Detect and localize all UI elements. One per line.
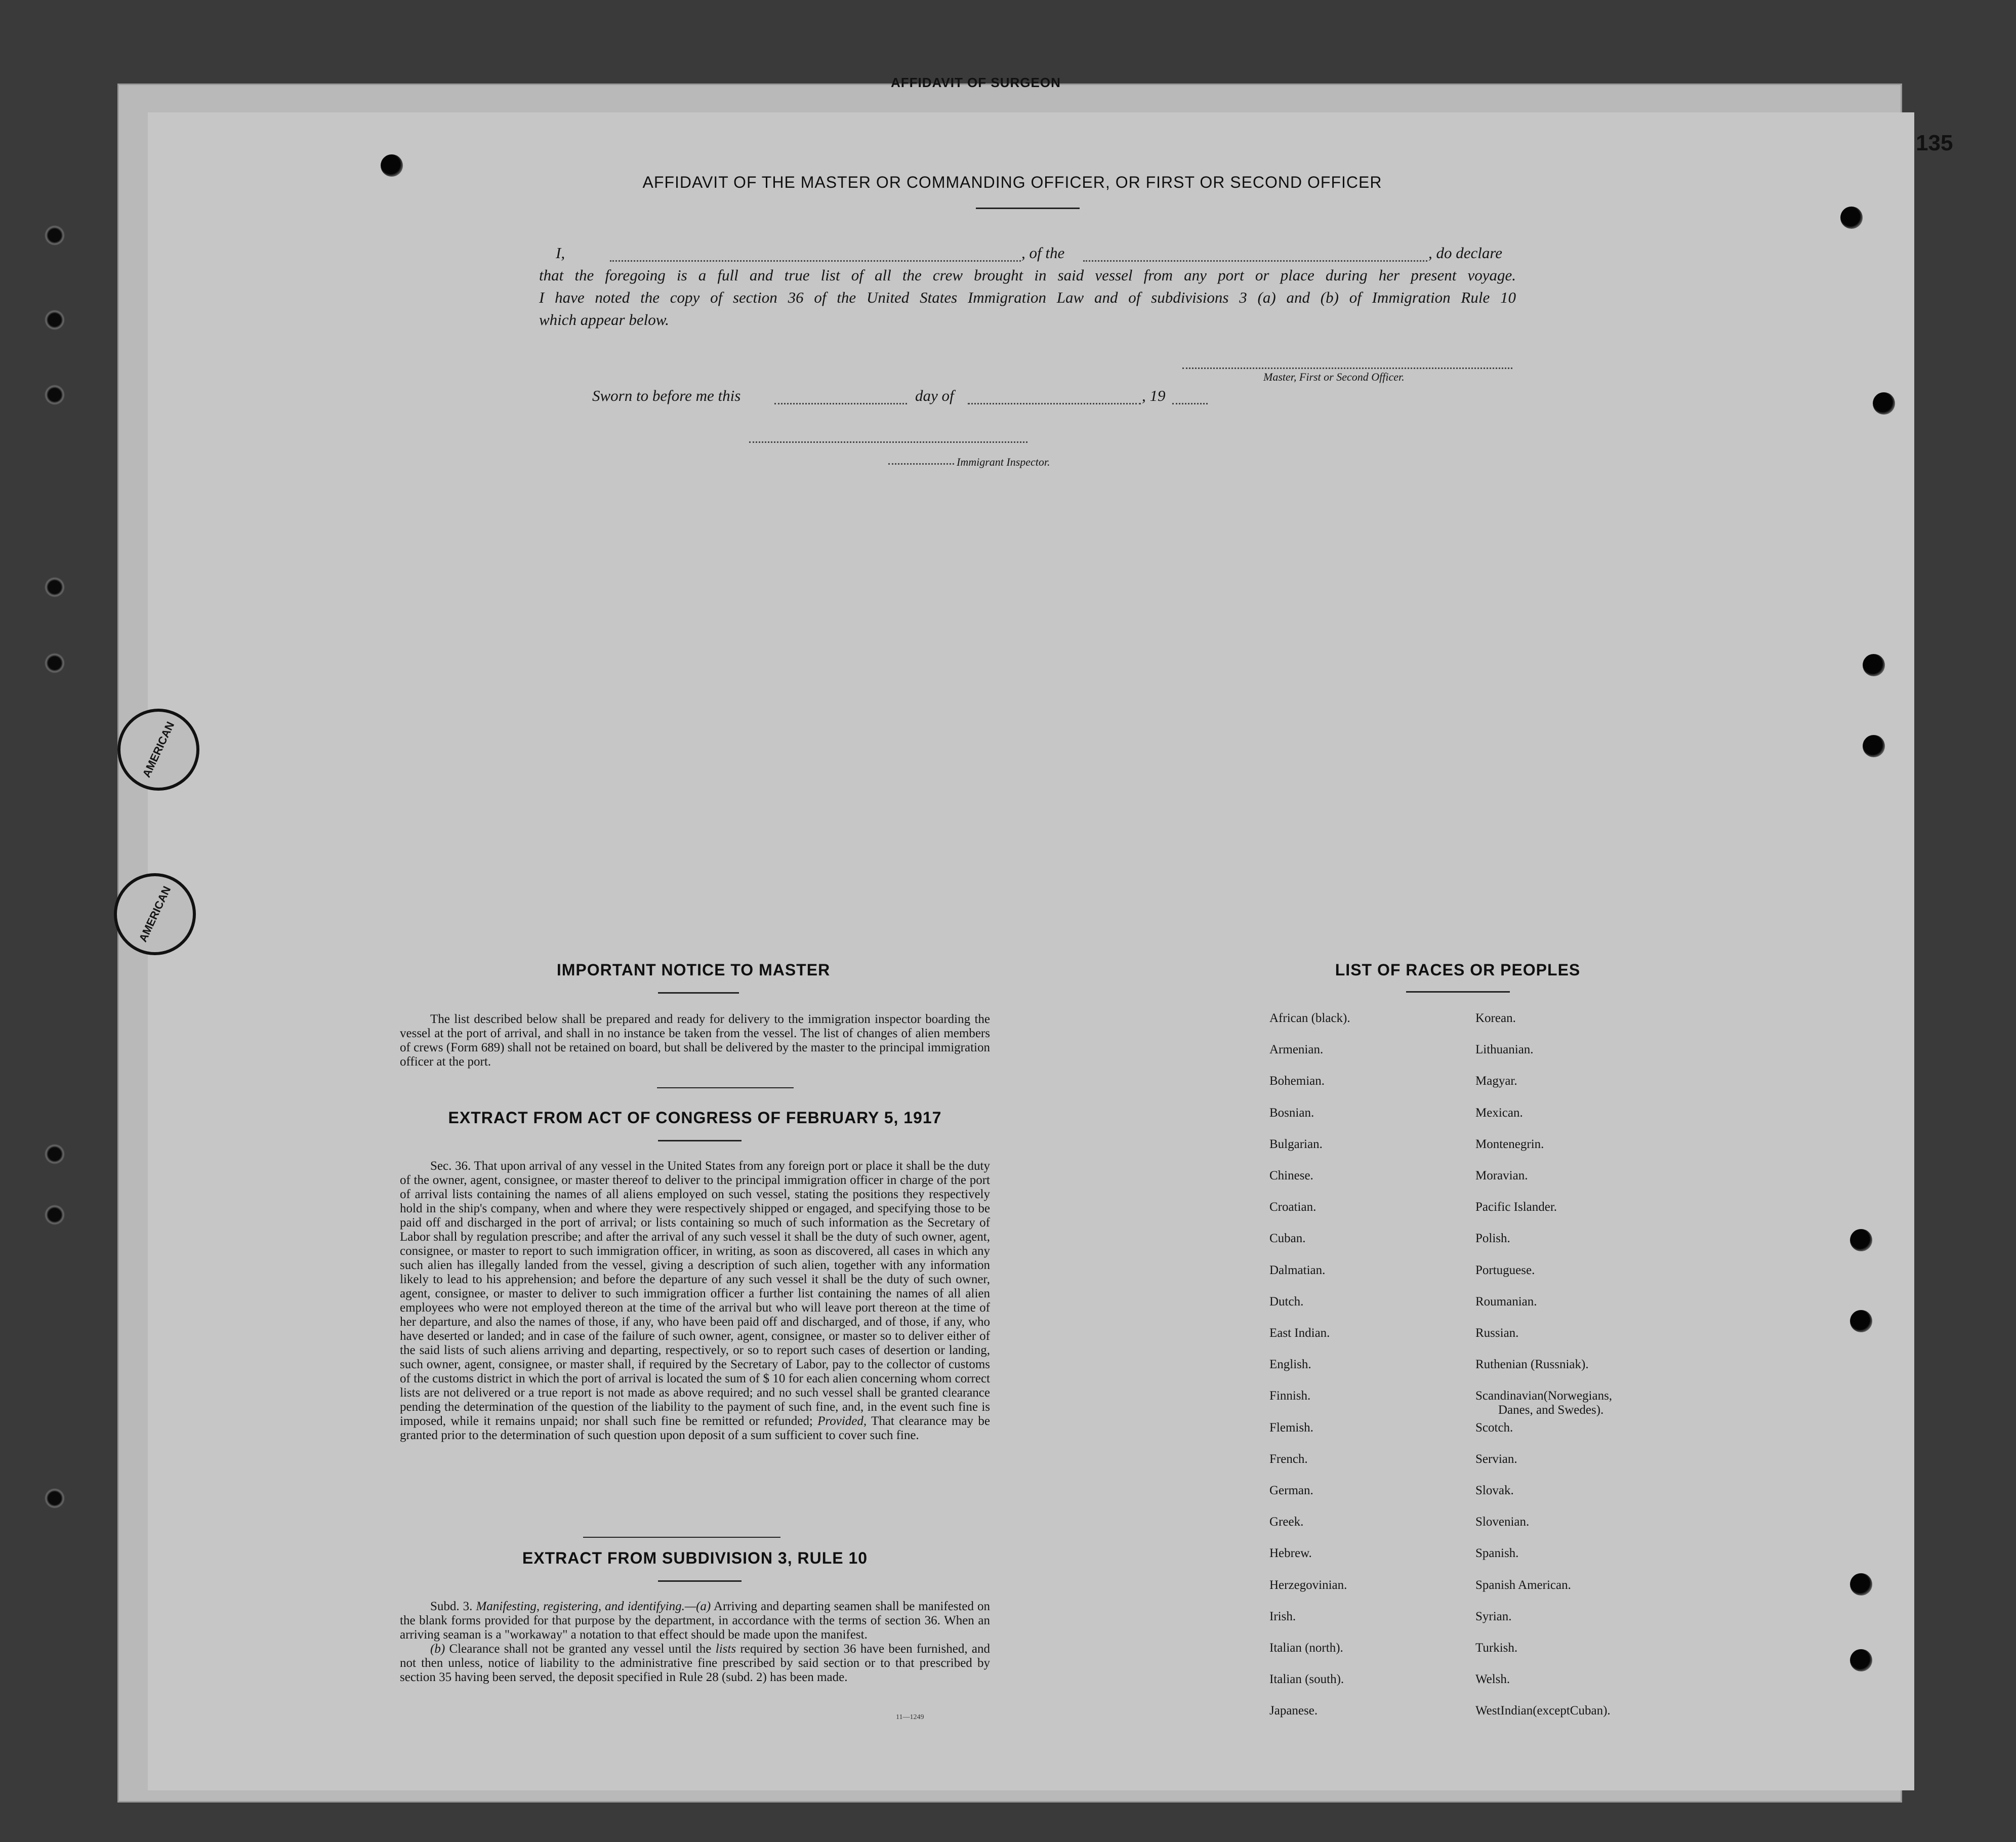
punch-hole — [1863, 654, 1885, 676]
race-item: Montenegrin. — [1475, 1137, 1544, 1151]
section-label: Sec. 36. — [430, 1159, 471, 1173]
notice-text: The list described below shall be prepared and ready for delivery to the immigration inspector boarding the vessel at the port of arrival, and shall in no instance be taken from the vessel. The list of changes of alien members of crews (Form 689) shall not be retained on board, but shall be delivered by the master to the principal immigration officer at the port. — [400, 1012, 990, 1069]
signature-blank — [1182, 367, 1512, 369]
race-item: Hebrew. — [1269, 1546, 1312, 1560]
race-item: French. — [1269, 1452, 1308, 1466]
race-item: Magyar. — [1475, 1074, 1517, 1088]
race-item: WestIndian(exceptCuban). — [1475, 1704, 1611, 1717]
vessel-name-blank — [1083, 260, 1427, 262]
signature-label: Master, First or Second Officer. — [1263, 371, 1405, 383]
declarant-name-blank — [610, 260, 1021, 262]
race-item: African (black). — [1269, 1011, 1350, 1025]
affidavit-line-4: which appear below. — [539, 311, 669, 329]
port-stamp: AMERICAN — [114, 873, 196, 955]
race-item: Slovenian. — [1475, 1515, 1530, 1529]
punch-hole — [1840, 207, 1863, 229]
notice-divider — [657, 1087, 794, 1088]
race-item: Finnish. — [1269, 1389, 1311, 1403]
race-item: Herzegovinian. — [1269, 1578, 1347, 1592]
race-item: Bosnian. — [1269, 1106, 1314, 1120]
rule-rule — [658, 1580, 742, 1582]
race-item: Roumanian. — [1475, 1295, 1537, 1308]
race-item: Russian. — [1475, 1326, 1519, 1340]
act-divider — [583, 1537, 780, 1538]
race-item: Croatian. — [1269, 1200, 1316, 1214]
race-item: Spanish. — [1475, 1546, 1519, 1560]
races-title: LIST OF RACES OR PEOPLES — [1335, 961, 1581, 979]
inspector-signature-blank — [749, 441, 1027, 443]
race-item: Armenian. — [1269, 1043, 1324, 1056]
race-item: Lithuanian. — [1475, 1043, 1534, 1056]
binder-ring — [45, 310, 65, 330]
sworn-day-label: day of — [915, 387, 954, 404]
back-sheet-label: AFFIDAVIT OF SURGEON — [891, 75, 1061, 90]
declare-suffix: , do declare — [1428, 244, 1503, 262]
race-item: Servian. — [1475, 1452, 1517, 1466]
binder-ring — [45, 577, 65, 597]
race-item: Moravian. — [1475, 1169, 1528, 1182]
race-item: Dalmatian. — [1269, 1263, 1326, 1277]
punch-hole — [1850, 1310, 1872, 1332]
act-extract-text: Sec. 36. That upon arrival of any vessel in the United States from any foreign port or place it shall be the duty of the owner, agent, consignee, or master thereof to deliver to the principal immigration officer in charge of the port of arrival lists containing the names of all aliens employed on such vessel, stating the positions they respectively hold in the ship's company, when and where they were respectively shipped or engaged, and specifying those to be paid off and discharged in the port of arrival; or lists containing so much of such information as the Secretary of Labor shall by regulation prescribe; and after the arrival of any such vessel it shall be the duty of such owner, agent, consignee, or master to report to such immigration officer, in writing, as soon as discovered, all cases in which any such alien has illegally landed from the vessel, giving a description of such alien, together with any information likely to lead to his apprehension; and before the departure of any such vessel it shall be the duty of such owner, agent, consignee, or master to deliver to such immigration officer a further list containing the names of all alien employees who were not employed thereon at the time of the arrival but who will leave port thereon at the time of her departure, and also the names of those, if any, who have been paid off and discharged, and of those, if any, who have deserted or landed; and in case of the failure of such owner, agent, consignee, or master so to deliver either of the said lists of such aliens arriving and departing, respectively, or so to report such cases of desertion or landing, such owner, agent, consignee, or master shall, if required by the Secretary of Labor, pay to the collector of customs of the customs district in which the port of arrival is located the sum of $ 10 for each alien concerning whom correct lists are not delivered or a true report is not made as above required; and no such vessel shall be granted clearance pending the determination of the question of the liability to the payment of such fine, and, in the event such fine is imposed, while it remains unpaid; nor shall such fine be remitted or refunded; Provided, That clearance may be granted prior to the determination of such question upon deposit of a sum sufficient to cover such fine. — [400, 1159, 990, 1442]
page-number: 135 — [1916, 131, 1953, 155]
race-item: Turkish. — [1475, 1641, 1518, 1655]
sworn-year-blank — [1172, 403, 1208, 404]
race-item: Mexican. — [1475, 1106, 1523, 1120]
race-item: Bohemian. — [1269, 1074, 1325, 1088]
race-item: Italian (north). — [1269, 1641, 1343, 1655]
vessel-prefix: , of the — [1021, 244, 1065, 262]
title-rule — [976, 208, 1080, 209]
punch-hole — [1873, 392, 1895, 415]
race-item: German. — [1269, 1484, 1313, 1497]
race-item: Greek. — [1269, 1515, 1304, 1529]
race-item: Scandinavian(Norwegians, — [1475, 1389, 1613, 1403]
rule-extract-text: Subd. 3. Manifesting, registering, and identifying.—(a) Arriving and departing seamen shall be manifested on the blank forms provided for that purpose by the department, in accordance with the terms of section 36. When an arriving seaman is a "workaway" a notation to that effect should be made upon the manifest. (b) Clearance shall not be granted any vessel until the lists required by section 36 have been furnished, and not then unless, notice of liability to the administrative fine prescribed by said section or to that prescribed by section 35 having been served, the deposit specified in Rule 28 (subd. 2) has been made. — [400, 1600, 991, 1684]
race-item: East Indian. — [1269, 1326, 1330, 1340]
race-item: Irish. — [1269, 1610, 1296, 1623]
proviso-label: Provided, — [817, 1414, 867, 1428]
race-item-continuation: Danes, and Swedes). — [1498, 1403, 1604, 1417]
sworn-month-blank — [968, 403, 1141, 404]
race-item: Flemish. — [1269, 1421, 1313, 1435]
binder-ring — [45, 1205, 65, 1225]
race-item: English. — [1269, 1358, 1311, 1371]
punch-hole — [1850, 1229, 1872, 1251]
notice-rule — [658, 992, 739, 994]
declarant-prefix: I, — [556, 244, 565, 262]
affidavit-title: AFFIDAVIT OF THE MASTER OR COMMANDING OFFICER, OR FIRST OR SECOND OFFICER — [642, 173, 1382, 191]
binder-ring — [45, 653, 65, 673]
race-item: Bulgarian. — [1269, 1137, 1323, 1151]
race-item: Ruthenian (Russniak). — [1475, 1358, 1589, 1371]
manifest-page — [148, 112, 1914, 1790]
race-item: Chinese. — [1269, 1169, 1313, 1182]
binder-ring — [45, 385, 65, 405]
notice-title: IMPORTANT NOTICE TO MASTER — [556, 961, 831, 979]
punch-hole — [1850, 1573, 1872, 1595]
binder-ring — [45, 225, 65, 245]
punch-hole — [381, 154, 403, 177]
act-extract-title: EXTRACT FROM ACT OF CONGRESS OF FEBRUARY 5, 1917 — [448, 1109, 942, 1127]
binder-ring — [45, 1144, 65, 1164]
race-item: Welsh. — [1475, 1672, 1510, 1686]
rule-extract-title: EXTRACT FROM SUBDIVISION 3, RULE 10 — [522, 1549, 868, 1567]
act-rule — [658, 1140, 742, 1141]
race-item: Japanese. — [1269, 1704, 1318, 1717]
race-item: Polish. — [1475, 1232, 1510, 1245]
race-item: Spanish American. — [1475, 1578, 1571, 1592]
affidavit-line-3: I have noted the copy of section 36 of the United States Immigration Law and of subdivisions 3 (a) and (b) of Immigration Rule 10 — [539, 289, 1516, 306]
race-item: Pacific Islander. — [1475, 1200, 1557, 1214]
races-rule — [1406, 991, 1510, 993]
race-item: Syrian. — [1475, 1610, 1512, 1623]
inspector-label: Immigrant Inspector. — [957, 456, 1050, 468]
affidavit-line-2: that the foregoing is a full and true list of all the crew brought in said vessel from any port or place during her present voyage. — [539, 266, 1516, 284]
race-item: Slovak. — [1475, 1484, 1514, 1497]
race-item: Dutch. — [1269, 1295, 1304, 1308]
punch-hole — [1863, 735, 1885, 757]
sworn-day-blank — [774, 403, 907, 404]
sworn-prefix: Sworn to before me this — [592, 387, 741, 404]
binder-ring — [45, 1488, 65, 1508]
inspector-lead-blank — [888, 463, 954, 465]
port-stamp: AMERICAN — [117, 709, 199, 791]
race-item: Italian (south). — [1269, 1672, 1344, 1686]
form-code: 11—1249 — [896, 1713, 924, 1721]
race-item: Scotch. — [1475, 1421, 1513, 1435]
race-item: Cuban. — [1269, 1232, 1306, 1245]
sworn-year-label: , 19 — [1142, 387, 1166, 404]
punch-hole — [1850, 1649, 1872, 1671]
race-item: Portuguese. — [1475, 1263, 1535, 1277]
race-item: Korean. — [1475, 1011, 1516, 1025]
